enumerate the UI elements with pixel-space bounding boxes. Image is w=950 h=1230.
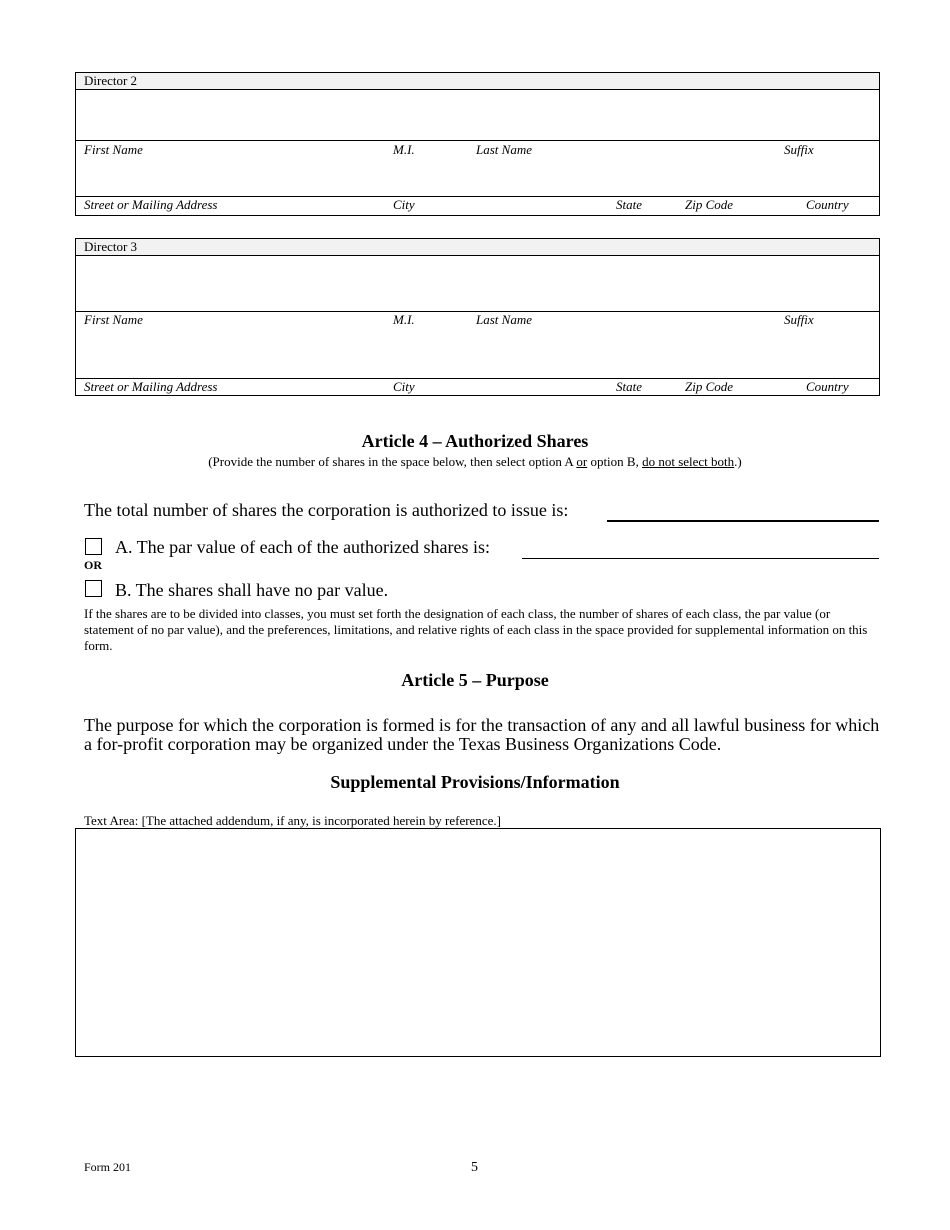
director-3-heading: Director 3	[84, 239, 138, 254]
director-2-name-field[interactable]	[76, 90, 879, 140]
country-label: Country	[806, 379, 849, 394]
total-shares-label: The total number of shares the corporation is authorized to issue is:	[84, 500, 569, 520]
note-text: option B,	[587, 454, 643, 469]
director-2-address-field[interactable]	[76, 159, 879, 195]
supplemental-title: Supplemental Provisions/Information	[330, 772, 620, 792]
mi-label: M.I.	[393, 312, 415, 327]
note-or: or	[576, 454, 588, 469]
article-5-title: Article 5 – Purpose	[401, 670, 549, 690]
classes-note: If the shares are to be divided into classes, you must set forth the designation of each class, the number of shares of each class, the par value (or statement of no par value), and the preferences, limitations, and relative rights of each class in the space provided for supplemental information on this form.	[84, 606, 868, 653]
state-label: State	[616, 197, 642, 212]
city-label: City	[393, 197, 415, 212]
director-3-header	[76, 239, 879, 256]
first-name-label: First Name	[84, 142, 143, 157]
state-label: State	[616, 379, 642, 394]
director-2-header	[76, 73, 879, 90]
director-3-name-field[interactable]	[76, 256, 879, 311]
country-label: Country	[806, 197, 849, 212]
director-2-section	[75, 72, 880, 216]
article-4-instructions	[0, 454, 950, 469]
director-2-heading: Director 2	[84, 73, 138, 88]
or-label: OR	[84, 558, 102, 572]
suffix-label: Suffix	[784, 142, 814, 157]
mi-label: M.I.	[393, 142, 415, 157]
article-4-title: Article 4 – Authorized Shares	[361, 431, 589, 451]
suffix-label: Suffix	[784, 312, 814, 327]
purpose-text: The purpose for which the corporation is formed is for the transaction of any and all lawful business for which a for-profit corporation may be organized under the Texas Business Organizations Code.	[84, 715, 880, 754]
last-name-label: Last Name	[476, 142, 532, 157]
street-label: Street or Mailing Address	[84, 379, 218, 394]
option-a-label: A. The par value of each of the authorized shares is:	[115, 537, 491, 557]
note-text: (Provide the number of shares in the space below, then select option A	[208, 454, 577, 469]
divider	[76, 140, 879, 141]
last-name-label: Last Name	[476, 312, 532, 327]
supplemental-text-area[interactable]	[75, 828, 881, 1057]
zip-label: Zip Code	[685, 197, 734, 212]
page-number: 5	[471, 1160, 478, 1175]
option-b-checkbox[interactable]	[85, 580, 102, 597]
note-text: .)	[734, 454, 742, 469]
city-label: City	[393, 379, 415, 394]
form-number: Form 201	[84, 1160, 132, 1174]
director-3-section	[75, 238, 880, 396]
street-label: Street or Mailing Address	[84, 197, 218, 212]
zip-label: Zip Code	[685, 379, 734, 394]
par-value-input[interactable]	[522, 558, 879, 559]
note-do-not-select-both: do not select both	[642, 454, 735, 469]
text-area-label: Text Area: [The attached addendum, if any, is incorporated herein by reference.]	[84, 813, 501, 828]
total-shares-input[interactable]	[607, 520, 879, 522]
option-b-label: B. The shares shall have no par value.	[115, 580, 389, 600]
director-3-address-field[interactable]	[76, 329, 879, 377]
first-name-label: First Name	[84, 312, 143, 327]
option-a-checkbox[interactable]	[85, 538, 102, 555]
